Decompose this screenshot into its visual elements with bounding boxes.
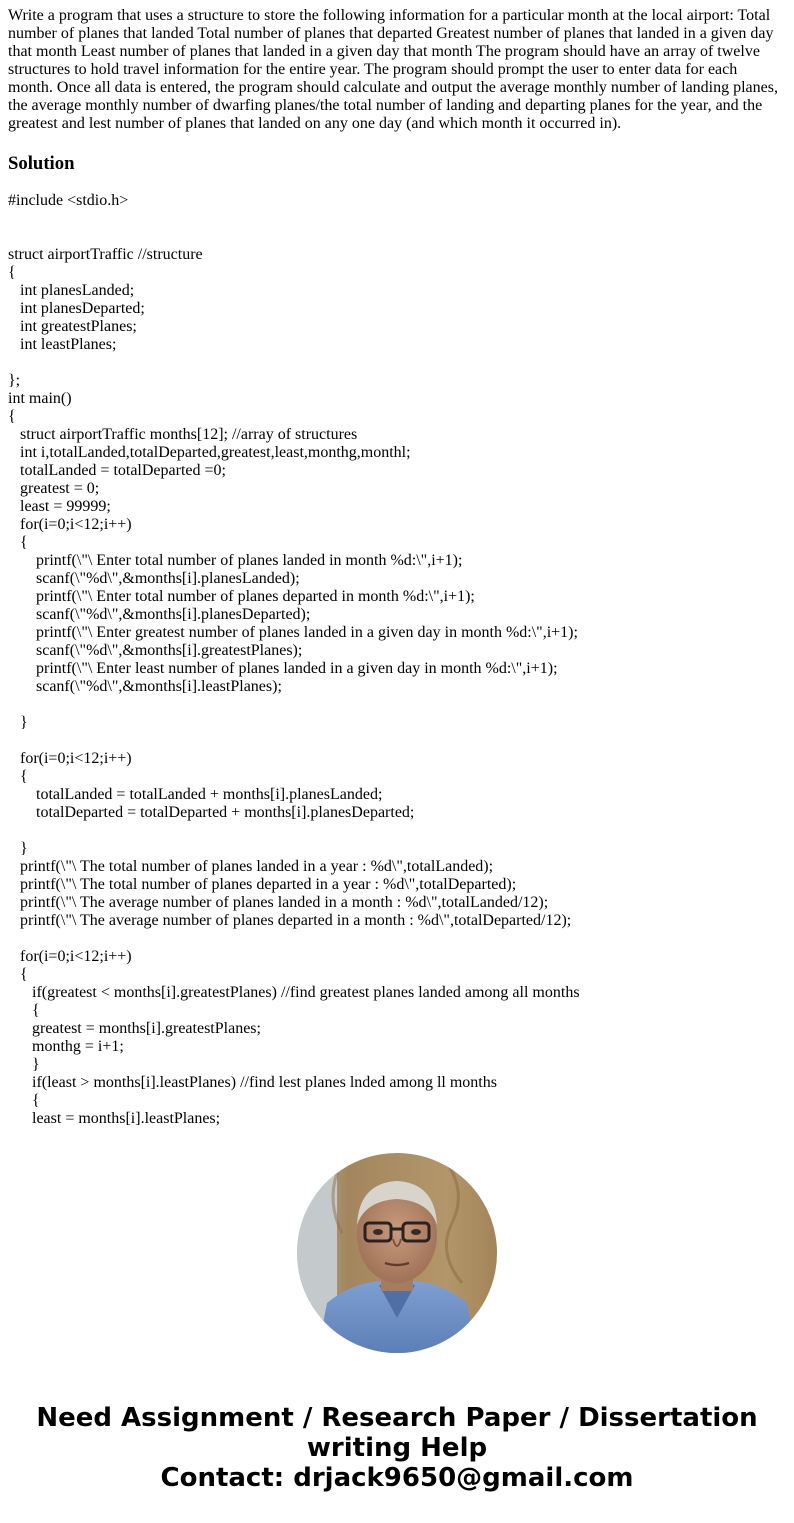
code-line: struct airportTraffic months[12]; //array of structures [8,426,358,443]
code-line: printf(\"\ Enter total number of planes landed in month %d:\",i+1); [8,552,463,569]
code-line: printf(\"\ Enter greatest number of planes landed in a given day in month %d:\",i+1); [8,624,578,641]
code-line: printf(\"\ Enter least number of planes landed in a given day in month %d:\",i+1); [8,660,558,677]
code-line: if(least > months[i].leastPlanes) //find lest planes lnded among ll months [8,1074,497,1091]
code-line [8,930,788,948]
code-line: printf(\"\ The total number of planes landed in a year : %d\",totalLanded); [8,858,494,875]
code-line: scanf(\"%d\",&months[i].greatestPlanes); [8,642,303,659]
code-line: struct airportTraffic //structure [8,246,203,263]
code-line: { [8,966,28,983]
code-line: totalLanded = totalDeparted =0; [8,462,226,479]
code-line: { [8,264,16,281]
author-avatar [297,1153,497,1353]
code-line: int planesDeparted; [8,300,145,317]
code-line: least = 99999; [8,498,111,515]
question-text: Write a program that uses a structure to store the following information for a particular month at the local airport: Total number of planes that landed Total number of planes that departed Greatest number of planes that landed in a given day that month Least number of planes that landed in a given day that month The program should have an array of twelve structures to hold travel information for the entire year. The program should prompt the user to enter data for each month. Once all data is entered, the program should calculate and output the average monthly number of landing planes, the average monthly number of dwarfing planes/the total number of landing and departing planes for the year, and the greatest and lest number of planes that landed on any one day (and which month it occurred in). [8,7,778,132]
code-line: { [8,1092,40,1109]
code-line: } [8,1056,40,1073]
code-line [8,228,788,246]
code-line [8,822,788,840]
code-line: int main() [8,390,72,407]
footer-contact: Contact: drjack9650@gmail.com [160,1463,634,1493]
code-line [8,732,788,750]
footer-line-1: Need Assignment / Research Paper / Dissertation [36,1403,758,1433]
code-line: totalDeparted = totalDeparted + months[i].planesDeparted; [8,804,415,821]
code-line: for(i=0;i<12;i++) [8,948,132,965]
code-line: for(i=0;i<12;i++) [8,516,132,533]
code-line: int greatestPlanes; [8,318,137,335]
code-block [8,192,788,1128]
footer-line-2: writing Help [306,1433,488,1463]
code-line: }; [8,372,21,389]
code-line: int planesLanded; [8,282,135,299]
code-line: printf(\"\ Enter total number of planes departed in month %d:\",i+1); [8,588,475,605]
code-line: greatest = months[i].greatestPlanes; [8,1020,261,1037]
code-line: int i,totalLanded,totalDeparted,greatest,least,monthg,monthl; [8,444,411,461]
solution-heading: Solution [8,153,75,174]
code-line: scanf(\"%d\",&months[i].planesLanded); [8,570,300,587]
code-line: } [8,840,28,857]
code-line: if(greatest < months[i].greatestPlanes) //find greatest planes landed among all months [8,984,580,1001]
code-line: scanf(\"%d\",&months[i].planesDeparted); [8,606,311,623]
code-line: printf(\"\ The average number of planes departed in a month : %d\",totalDeparted/12); [8,912,572,929]
code-line: { [8,768,28,785]
code-line [8,696,788,714]
code-line: int leastPlanes; [8,336,117,353]
code-line: for(i=0;i<12;i++) [8,750,132,767]
code-line: totalLanded = totalLanded + months[i].planesLanded; [8,786,383,803]
code-line: { [8,534,28,551]
code-line [8,354,788,372]
code-line: scanf(\"%d\",&months[i].leastPlanes); [8,678,282,695]
contact-footer [0,1403,794,1493]
code-line: printf(\"\ The total number of planes departed in a year : %d\",totalDeparted); [8,876,517,893]
code-line: monthg = i+1; [8,1038,124,1055]
code-line [8,210,788,228]
code-line: printf(\"\ The average number of planes landed in a month : %d\",totalLanded/12); [8,894,549,911]
code-line: { [8,1002,40,1019]
code-line: { [8,408,16,425]
code-line: } [8,714,28,731]
code-line: greatest = 0; [8,480,100,497]
code-line: least = months[i].leastPlanes; [8,1110,221,1127]
code-line: #include <stdio.h> [8,192,129,209]
